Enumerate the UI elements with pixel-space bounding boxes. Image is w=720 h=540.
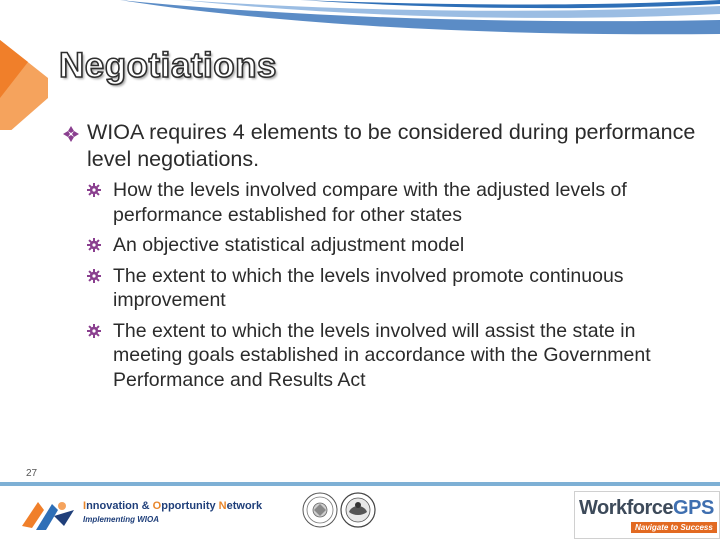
page-number: 27 — [26, 468, 38, 479]
sub-bullet-text: How the levels involved compare with the adjusted levels of performance established for other states — [113, 179, 627, 226]
sub-bullet-text: The extent to which the levels involved promote continuous improvement — [113, 264, 624, 311]
workforcegps-logo — [574, 491, 720, 539]
sub-bullet-text: An objective statistical adjustment model — [113, 234, 465, 256]
gear-bullet-icon — [87, 238, 101, 252]
ed-seal-icon — [340, 492, 376, 528]
gear-bullet-icon — [87, 183, 101, 197]
sub-bullet-item — [87, 264, 702, 313]
workforcegps-wordmark: WorkforceGPS — [579, 497, 714, 519]
ion-subtitle: Implementing WIOA — [83, 515, 159, 524]
gear-bullet-icon — [87, 324, 101, 338]
slide-title: Negotiations — [59, 46, 277, 85]
sub-bullet-list — [87, 178, 702, 392]
dol-seal-icon — [302, 492, 338, 528]
footer-bar — [0, 486, 720, 540]
gear-bullet-icon — [87, 269, 101, 283]
workforcegps-tagline: Navigate to Success — [631, 522, 717, 533]
slide-body — [62, 119, 702, 398]
sub-bullet-text: The extent to which the levels involved will assist the state in meeting goals established in accordance with the Government Performance and Results Act — [113, 319, 651, 391]
sub-bullet-item — [87, 178, 702, 227]
diamond-bullet-icon — [62, 125, 80, 143]
ion-title: Innovation & Opportunity Network — [83, 500, 263, 512]
sub-bullet-item — [87, 233, 702, 258]
sub-bullet-item — [87, 319, 702, 393]
bullet-text: WIOA requires 4 elements to be considered during performance level negotiations. — [87, 120, 696, 171]
ion-network-logo-icon — [18, 496, 76, 534]
bullet-item — [62, 119, 702, 173]
